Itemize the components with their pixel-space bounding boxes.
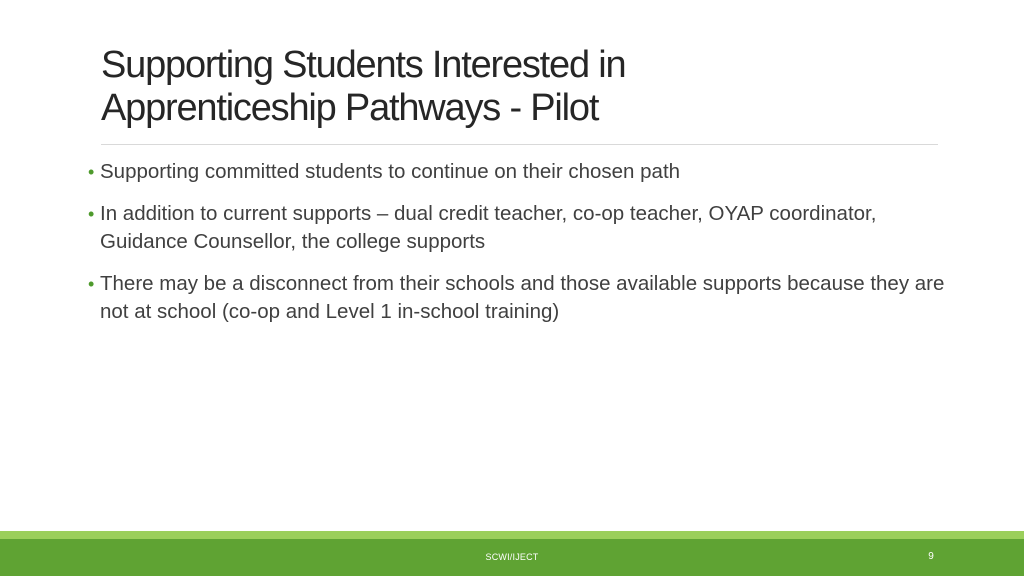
slide-title-line-1: Supporting Students Interested in	[101, 44, 626, 86]
footer-text: SCWI/IJECT	[485, 552, 539, 562]
bullet-icon: •	[88, 274, 95, 294]
bullet-text: Supporting committed students to continue on their chosen path	[100, 160, 681, 183]
slide-title-line-2: Apprenticeship Pathways - Pilot	[101, 87, 599, 129]
bullet-list	[88, 158, 948, 340]
title-divider	[101, 144, 938, 145]
bullet-item	[88, 270, 948, 326]
bullet-icon: •	[88, 204, 95, 224]
page-number: 9	[928, 551, 934, 562]
bullet-text: In addition to current supports – dual credit teacher, co-op teacher, OYAP coordinator, Guidance Counsellor, the college supports	[100, 202, 877, 253]
slide-title	[101, 44, 941, 130]
bullet-item	[88, 200, 948, 256]
bullet-text: There may be a disconnect from their schools and those available supports because they are not at school (co-op and Level 1 in-school training)	[100, 272, 945, 323]
footer-accent-stripe	[0, 531, 1024, 539]
bullet-icon: •	[88, 162, 95, 182]
bullet-item	[88, 158, 948, 186]
